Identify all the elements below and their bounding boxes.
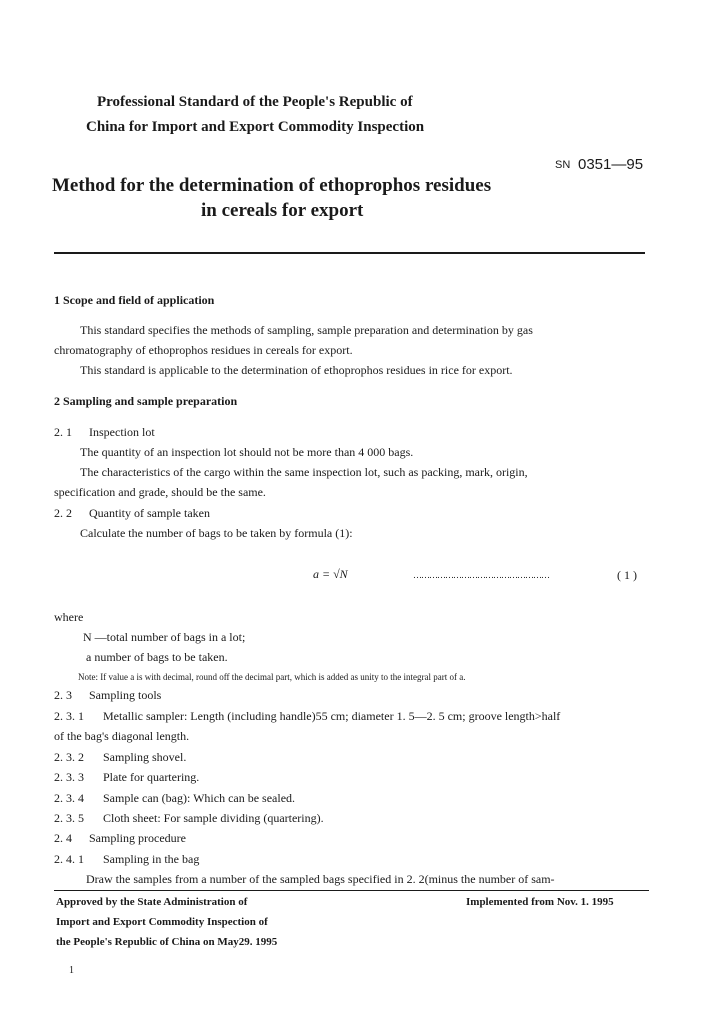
section-2-1-title: Inspection lot	[89, 425, 155, 439]
formula-1-number: ( 1 )	[617, 568, 637, 582]
footer-rule	[54, 890, 649, 891]
standard-code-prefix: SN	[555, 159, 571, 171]
section-2-4-1-title: Sampling in the bag	[103, 852, 200, 866]
header-line-1: Professional Standard of the People's Republic of	[97, 94, 413, 110]
section-2-2-paragraph: Calculate the number of bags to be taken by formula (1):	[80, 526, 353, 540]
formula-leader-dots: ……………………………………………	[413, 570, 549, 580]
section-2-1-number: 2. 1	[54, 425, 72, 439]
section-2-3-4-text: Sample can (bag): Which can be sealed.	[103, 791, 296, 805]
where-label: where	[54, 610, 84, 624]
section-1-paragraph-1-cont: chromatography of ethoprophos residues in cereals for export.	[54, 343, 353, 357]
approved-line-2: Import and Export Commodity Inspection of	[56, 916, 268, 928]
section-2-3-2-number: 2. 3. 2	[54, 750, 84, 764]
section-2-4-title: Sampling procedure	[89, 831, 186, 845]
section-2-4-1-number: 2. 4. 1	[54, 852, 84, 866]
section-2-4-number: 2. 4	[54, 831, 72, 845]
section-2-3-1-text: Metallic sampler: Length (including handle)55 cm; diameter 1. 5—2. 5 cm; groove length>half	[103, 709, 561, 723]
approved-line-1: Approved by the State Administration of	[56, 896, 248, 908]
approved-line-3: the People's Republic of China on May29. 1995	[56, 936, 278, 948]
section-2-4-1-paragraph: Draw the samples from a number of the sampled bags specified in 2. 2(minus the number of sam-	[86, 872, 555, 886]
definition-N: N —total number of bags in a lot;	[83, 630, 246, 644]
definition-a: a number of bags to be taken.	[86, 650, 228, 664]
section-1-paragraph-1: This standard specifies the methods of sampling, sample preparation and determination by gas	[80, 323, 533, 337]
section-2-3-3-number: 2. 3. 3	[54, 770, 84, 784]
section-2-3-5-number: 2. 3. 5	[54, 811, 84, 825]
section-2-heading: 2 Sampling and sample preparation	[54, 394, 238, 408]
section-2-3-1-number: 2. 3. 1	[54, 709, 84, 723]
section-2-3-3-text: Plate for quartering.	[103, 770, 200, 784]
page-number: 1	[69, 965, 74, 976]
section-2-2-title: Quantity of sample taken	[89, 506, 210, 520]
document-title-line-2: in cereals for export	[201, 200, 364, 221]
formula-1: a = √N	[313, 567, 348, 581]
section-2-1-paragraph-2: The characteristics of the cargo within the same inspection lot, such as packing, mark, origin,	[80, 465, 528, 479]
section-2-3-1-text-cont: of the bag's diagonal length.	[54, 729, 190, 743]
implemented-date: Implemented from Nov. 1. 1995	[466, 896, 614, 908]
section-1-paragraph-2: This standard is applicable to the determination of ethoprophos residues in rice for export.	[80, 363, 513, 377]
section-2-3-title: Sampling tools	[89, 688, 162, 702]
document-title-line-1: Method for the determination of ethoprophos residues	[52, 175, 492, 196]
section-2-3-2-text: Sampling shovel.	[103, 750, 187, 764]
section-2-3-5-text: Cloth sheet: For sample dividing (quartering).	[103, 811, 324, 825]
section-2-2-number: 2. 2	[54, 506, 72, 520]
section-1-heading: 1 Scope and field of application	[54, 293, 215, 307]
section-2-1-paragraph-1: The quantity of an inspection lot should not be more than 4 000 bags.	[80, 445, 414, 459]
section-2-3-4-number: 2. 3. 4	[54, 791, 84, 805]
section-2-3-number: 2. 3	[54, 688, 72, 702]
standard-code-number: 0351—95	[578, 156, 644, 173]
section-2-1-paragraph-2-cont: specification and grade, should be the same.	[54, 485, 266, 499]
note: Note: If value a is with decimal, round off the decimal part, which is added as unity to the integral part of a.	[78, 672, 466, 682]
header-line-2: China for Import and Export Commodity Inspection	[86, 119, 425, 135]
title-rule	[54, 252, 645, 254]
